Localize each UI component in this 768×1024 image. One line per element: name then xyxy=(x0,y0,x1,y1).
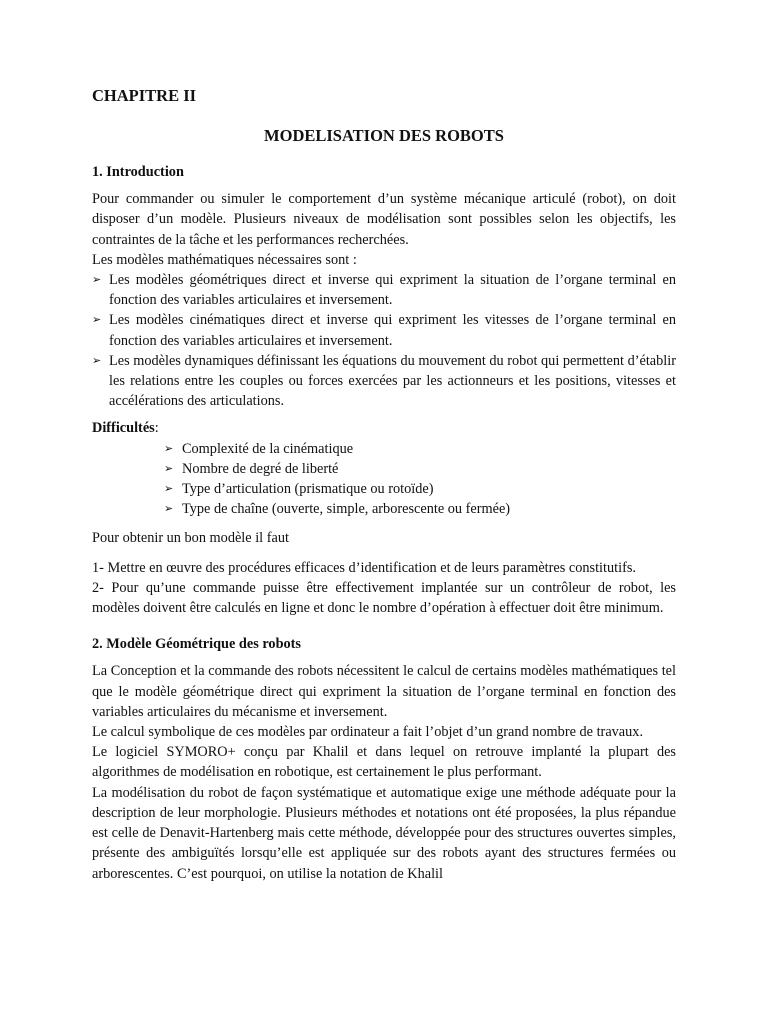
paragraph: Le calcul symbolique de ces modèles par ordinateur a fait l’objet d’un grand nombre de travaux. xyxy=(92,724,644,741)
chapter-heading: CHAPITRE II xyxy=(92,86,197,105)
list-item-text: Type d’articulation (prismatique ou rotoïde) xyxy=(182,481,434,498)
paragraph: La modélisation du robot de façon systématique et automatique exige une méthode adéquate pour la description de leur morphologie. Plusieurs méthodes et notations ont été proposées, la plus répandue est celle de Denavit-Hartenberg mais cette méthode, développée pour des structures ouvertes simples, présente des ambiguïtés lorsqu’elle est appliquée sur des robots ayant des structures fermées ou arborescentes. C’est pourquoi, on utilise la notation de Khalil xyxy=(92,784,676,882)
paragraph: La Conception et la commande des robots nécessitent le calcul de certains modèles mathématiques tel que le modèle géométrique direct qui expriment la situation de l’organe terminal en fonction des variables articulaires du mécanisme et inversement. xyxy=(92,663,676,720)
arrowhead-bullet-icon: ➢ xyxy=(164,441,174,455)
paragraph: Le logiciel SYMORO+ conçu par Khalil et dans lequel on retrouve implanté la plupart des algorithmes de modélisation en robotique, est certainement le plus performant. xyxy=(92,744,676,781)
list-item xyxy=(92,270,676,310)
difficultes-colon: : xyxy=(154,420,159,437)
difficultes-line xyxy=(92,418,676,438)
list-item xyxy=(164,499,676,519)
arrowhead-bullet-icon: ➢ xyxy=(164,461,174,475)
list-item xyxy=(92,351,676,412)
list-item xyxy=(164,439,676,459)
arrowhead-bullet-icon: ➢ xyxy=(164,482,174,496)
list-item-text: Nombre de degré de liberté xyxy=(182,460,339,477)
list-item-text: Les modèles géométriques direct et inverse qui expriment la situation de l’organe terminal en fonction des variables articulaires et inversement. xyxy=(109,272,676,309)
arrowhead-bullet-icon: ➢ xyxy=(92,273,102,287)
paragraph: Pour obtenir un bon modèle il faut xyxy=(92,530,289,547)
page-title: MODELISATION DES ROBOTS xyxy=(264,126,504,145)
list-item-text: Type de chaîne (ouverte, simple, arborescente ou fermée) xyxy=(182,501,511,518)
paragraph: 2- Pour qu’une commande puisse être effectivement implantée sur un contrôleur de robot, les modèles doivent être calculés en ligne et donc le nombre d’opération à effectuer doit être minimum. xyxy=(92,579,676,617)
arrowhead-bullet-icon: ➢ xyxy=(92,353,102,367)
arrowhead-bullet-icon: ➢ xyxy=(164,502,174,516)
models-bullet-list xyxy=(92,270,676,411)
paragraph: Les modèles mathématiques nécessaires sont : xyxy=(92,251,357,268)
section-heading-introduction: 1. Introduction xyxy=(92,164,184,180)
list-item-text: Les modèles cinématiques direct et inverse qui expriment les vitesses de l’organe terminal en fonction des variables articulaires et inversement. xyxy=(109,312,676,349)
paragraph: Pour commander ou simuler le comportement d’un système mécanique articulé (robot), on doit disposer d’un modèle. Plusieurs niveaux de modélisation sont possibles selon les objectifs, les contraintes de la tâche et les performances recherchées. xyxy=(92,191,676,248)
difficultes-label: Difficultés xyxy=(92,420,155,437)
difficultes-list xyxy=(92,439,676,520)
list-item-text: Les modèles dynamiques définissant les équations du mouvement du robot qui permettent d’établir les relations entre les couples ou forces exercées par les actionneurs et les positions, vitesses et accélérations des articulations. xyxy=(109,352,676,410)
section-heading-modele-geometrique: 2. Modèle Géométrique des robots xyxy=(92,636,301,653)
paragraph: 1- Mettre en œuvre des procédures efficaces d’identification et de leurs paramètres constitutifs. xyxy=(92,559,636,576)
list-item-text: Complexité de la cinématique xyxy=(182,440,354,457)
document-page xyxy=(92,86,676,884)
list-item xyxy=(92,310,676,350)
list-item xyxy=(164,479,676,499)
list-item xyxy=(164,459,676,479)
arrowhead-bullet-icon: ➢ xyxy=(92,313,102,327)
